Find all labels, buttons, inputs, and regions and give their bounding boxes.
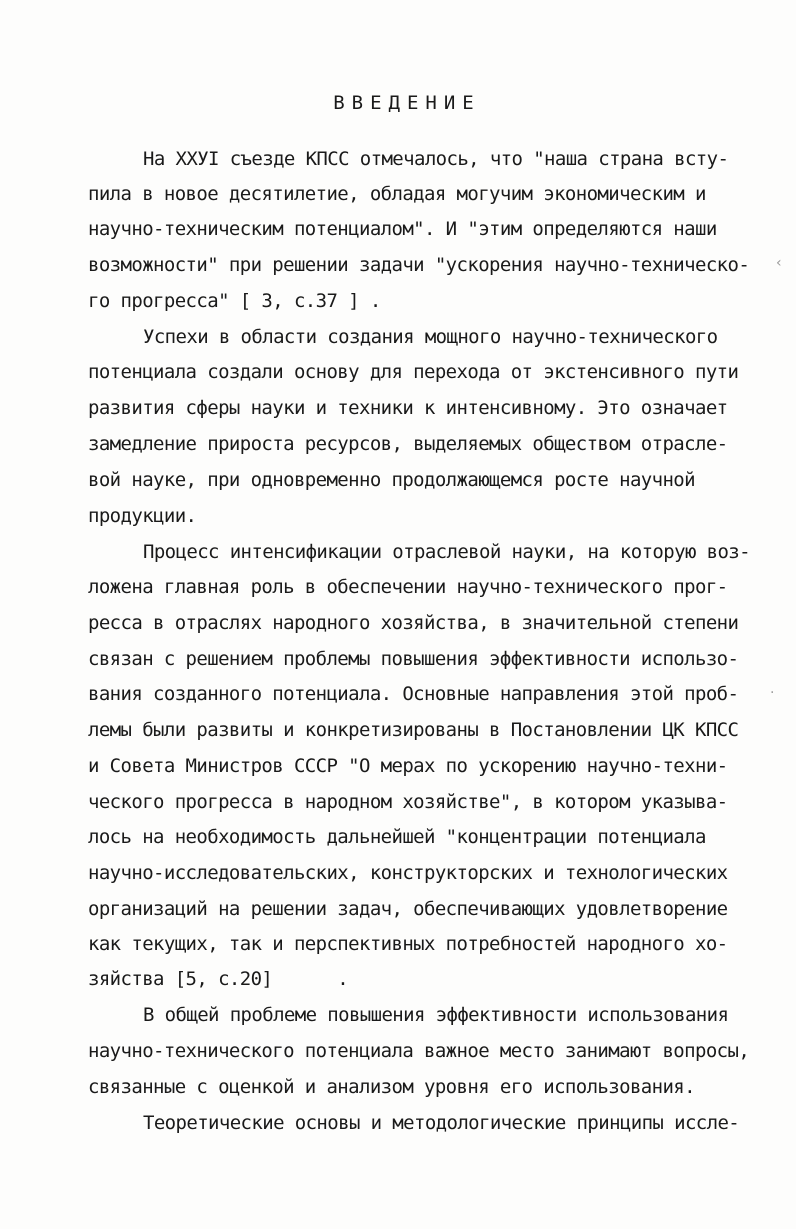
text-line: научно-исследовательских, конструкторских и технологических <box>88 862 728 884</box>
text-line: связан с решением проблемы повышения эффективности использо- <box>88 648 739 670</box>
margin-mark-icon: ‹ <box>776 255 781 271</box>
text-line: вания созданного потенциала. Основные направления этой проб- <box>88 683 739 705</box>
text-line: научно-техническим потенциалом". И "этим определяются наши <box>88 218 717 240</box>
text-line: лось на необходимость дальнейшей "концентрации потенциала <box>88 826 706 848</box>
text-line: замедление прироста ресурсов, выделяемых обществом отрасле- <box>88 433 728 455</box>
text-line: ресса в отраслях народного хозяйства, в значительной степени <box>88 612 739 634</box>
text-line: научно-технического потенциала важное место занимают вопросы, <box>88 1040 750 1062</box>
text-line: пила в новое десятилетие, обладая могучим экономическим и <box>88 183 706 205</box>
text-line: и Совета Министров СССР "О мерах по ускорению научно-техни- <box>88 755 728 777</box>
text-line: На XXУI съезде КПСС отмечалось, что "наша страна всту- <box>143 148 729 170</box>
text-line: Процесс интенсификации отраслевой науки, на которую воз- <box>143 541 750 563</box>
text-line: Теоретические основы и методологические принципы иссле- <box>143 1112 740 1134</box>
text-line: как текущих, так и перспективных потребностей народного хо- <box>88 933 728 955</box>
text-line: лемы были развиты и конкретизированы в Постановлении ЦК КПСС <box>88 719 739 741</box>
text-line: возможности" при решении задачи "ускорения научно-техническо- <box>88 254 750 276</box>
text-line: вой науке, при одновременно продолжающемся росте научной <box>88 469 695 491</box>
margin-dot-icon: · <box>770 685 774 701</box>
text-line: Успехи в области создания мощного научно-технического <box>143 326 718 348</box>
text-line: В общей проблеме повышения эффективности использования <box>143 1004 729 1026</box>
page-title: ВВЕДЕНИЕ <box>333 92 481 114</box>
text-line: организаций на решении задач, обеспечивающих удовлетворение <box>88 898 728 920</box>
text-line: го прогресса" [ 3, с.37 ] . <box>88 290 381 312</box>
text-line: развития сферы науки и техники к интенсивному. Это означает <box>88 397 728 419</box>
text-line: связанные с оценкой и анализом уровня его использования. <box>88 1076 695 1098</box>
text-line: продукции. <box>88 505 197 527</box>
text-line: зяйства [5, с.20] . <box>88 968 349 990</box>
text-line: ложена главная роль в обеспечении научно-технического прог- <box>88 576 728 598</box>
text-line: потенциала создали основу для перехода от экстенсивного пути <box>88 361 739 383</box>
text-line: ческого прогресса в народном хозяйстве", в котором указыва- <box>88 791 728 813</box>
